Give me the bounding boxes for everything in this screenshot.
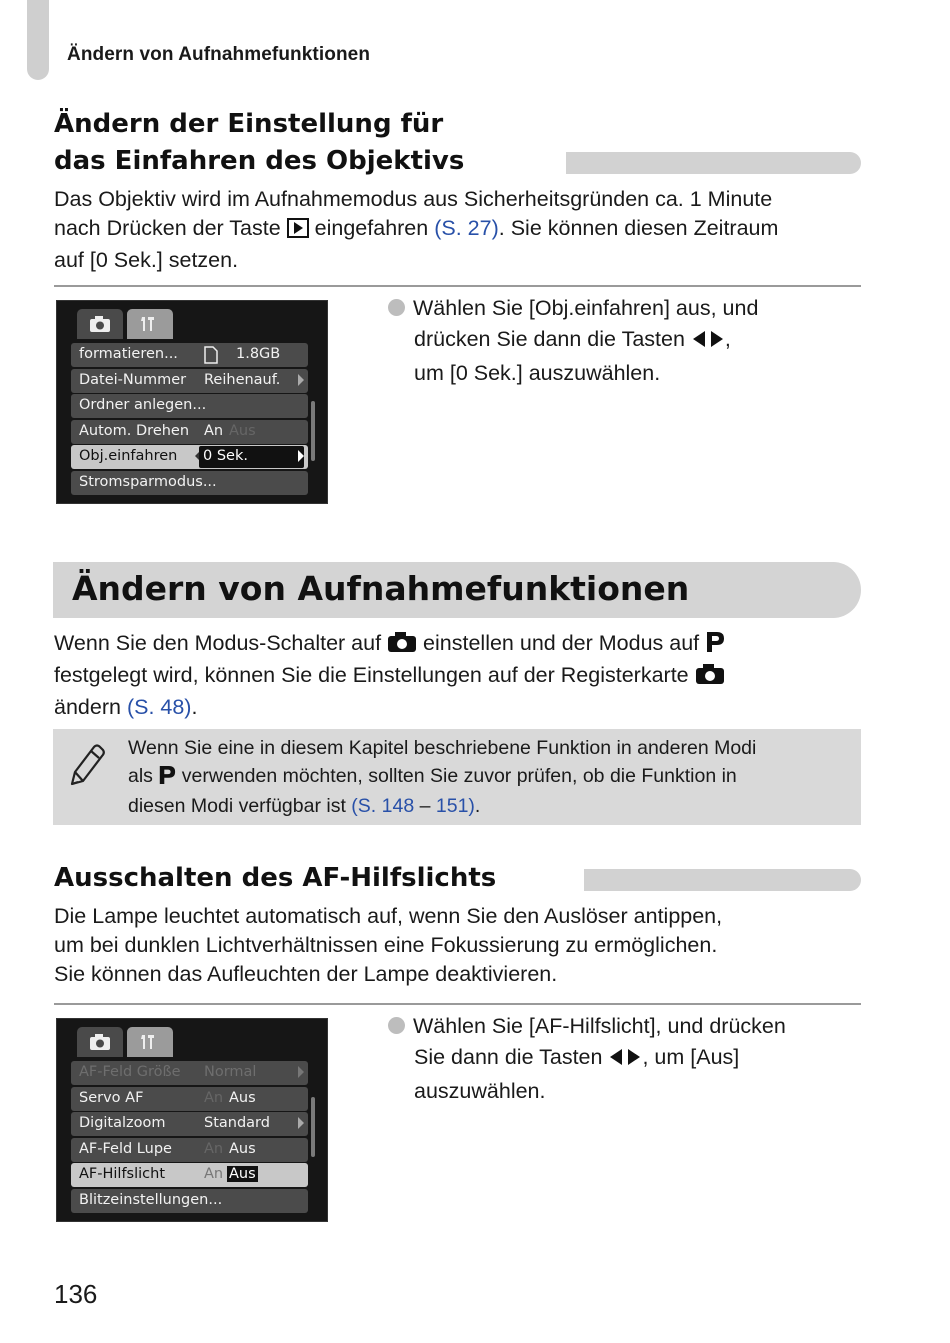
- section-heading-lens-retract: Ändern der Einstellung für das Einfahren des Objektivs: [54, 109, 465, 176]
- camera-icon: [77, 309, 123, 339]
- left-right-arrows-icon: [691, 327, 725, 358]
- memory-card-icon: [204, 346, 218, 368]
- camera-menu-screen-2: [56, 1018, 328, 1222]
- playback-button-icon: [287, 217, 309, 246]
- section2-paragraph: Wenn Sie den Modus-Schalter auf einstellen und der Modus auf festgelegt wird, können Sie die Einstellungen auf der Registerkarte ändern (S. 48).: [54, 629, 864, 722]
- page-number: 136: [54, 1279, 98, 1309]
- section3-paragraph: Die Lampe leuchtet automatisch auf, wenn Sie den Auslöser antippen, um bei dunklen Lichtverhältnissen eine Fokussierung zu ermöglichen. Sie können das Aufleuchten der Lampe deaktivieren.: [54, 904, 723, 986]
- wrench-icon: [127, 309, 173, 339]
- camera-icon: [387, 631, 417, 661]
- scrollbar: [311, 401, 315, 461]
- heading-bar: [566, 152, 861, 174]
- menu-row-af-frame-size[interactable]: AF-Feld Größe Normal: [71, 1061, 308, 1085]
- menu-row-flash-control[interactable]: Blitzeinstellungen...: [71, 1189, 308, 1213]
- menu-row-af-point-zoom[interactable]: AF-Feld Lupe An Aus: [71, 1138, 308, 1162]
- menu-row-auto-rotate[interactable]: Autom. Drehen An Aus: [71, 420, 308, 444]
- menu-row-create-folder[interactable]: Ordner anlegen...: [71, 394, 308, 418]
- menu-row-digital-zoom[interactable]: Digitalzoom Standard: [71, 1112, 308, 1136]
- heading-bar: [584, 869, 861, 891]
- menu-row-servo-af[interactable]: Servo AF An Aus: [71, 1087, 308, 1111]
- program-mode-icon: [158, 765, 176, 794]
- divider: [54, 1003, 861, 1005]
- arrow-right-icon: [298, 1117, 304, 1129]
- arrow-right-icon: [298, 1066, 304, 1078]
- camera-icon: [695, 663, 725, 693]
- program-mode-icon: [705, 631, 725, 661]
- arrow-right-icon: [298, 374, 304, 386]
- menu-row-format[interactable]: formatieren... 1.8GB: [71, 343, 308, 367]
- section1-instruction: Wählen Sie [Obj.einfahren] aus, und drücken Sie dann die Tasten , um [0 Sek.] auszuwählen.: [388, 293, 858, 389]
- chapter-tab: [27, 0, 49, 80]
- menu-row-lens-retract[interactable]: Obj.einfahren 0 Sek.: [71, 445, 308, 469]
- camera-icon: [77, 1027, 123, 1057]
- note-text: Wenn Sie eine in diesem Kapitel beschriebene Funktion in anderen Modi als verwenden möchten, sollten Sie zuvor prüfen, ob die Funktion in diesen Modi verfügbar ist (S. 148 – 151).: [128, 737, 757, 817]
- section-heading-af-assist: Ausschalten des AF-Hilfslichts: [54, 863, 497, 893]
- divider: [54, 285, 861, 287]
- arrow-right-icon: [298, 450, 304, 462]
- running-header: Ändern von Aufnahmefunktionen: [67, 44, 371, 65]
- camera-menu-screen-1: [56, 300, 328, 504]
- page-reference-link[interactable]: (S. 48): [126, 695, 192, 719]
- menu-row-power-saving[interactable]: Stromsparmodus...: [71, 471, 308, 495]
- section1-paragraph: Das Objektiv wird im Aufnahmemodus aus Sicherheitsgründen ca. 1 Minute nach Drücken der Taste eingefahren (S. 27). Sie können diesen Zeitraum auf [0 Sek.] setzen.: [54, 187, 779, 272]
- bullet-icon: [388, 1017, 405, 1034]
- section3-instruction: Wählen Sie [AF-Hilfslicht], und drücken Sie dann die Tasten , um [Aus] auszuwählen.: [388, 1011, 858, 1107]
- pencil-icon: [64, 742, 106, 793]
- menu-row-file-numbering[interactable]: Datei-Nummer Reihenauf.: [71, 369, 308, 393]
- page-reference-link[interactable]: 151): [435, 795, 475, 817]
- page-reference-link[interactable]: (S. 148: [351, 795, 415, 817]
- menu-row-af-assist-beam[interactable]: AF-Hilfslicht An Aus: [71, 1163, 308, 1187]
- chapter-title: Ändern von Aufnahmefunktionen: [72, 569, 690, 608]
- bullet-icon: [388, 299, 405, 316]
- wrench-icon: [127, 1027, 173, 1057]
- scrollbar: [311, 1097, 315, 1157]
- left-right-arrows-icon: [608, 1045, 642, 1076]
- page-reference-link[interactable]: (S. 27): [434, 216, 499, 240]
